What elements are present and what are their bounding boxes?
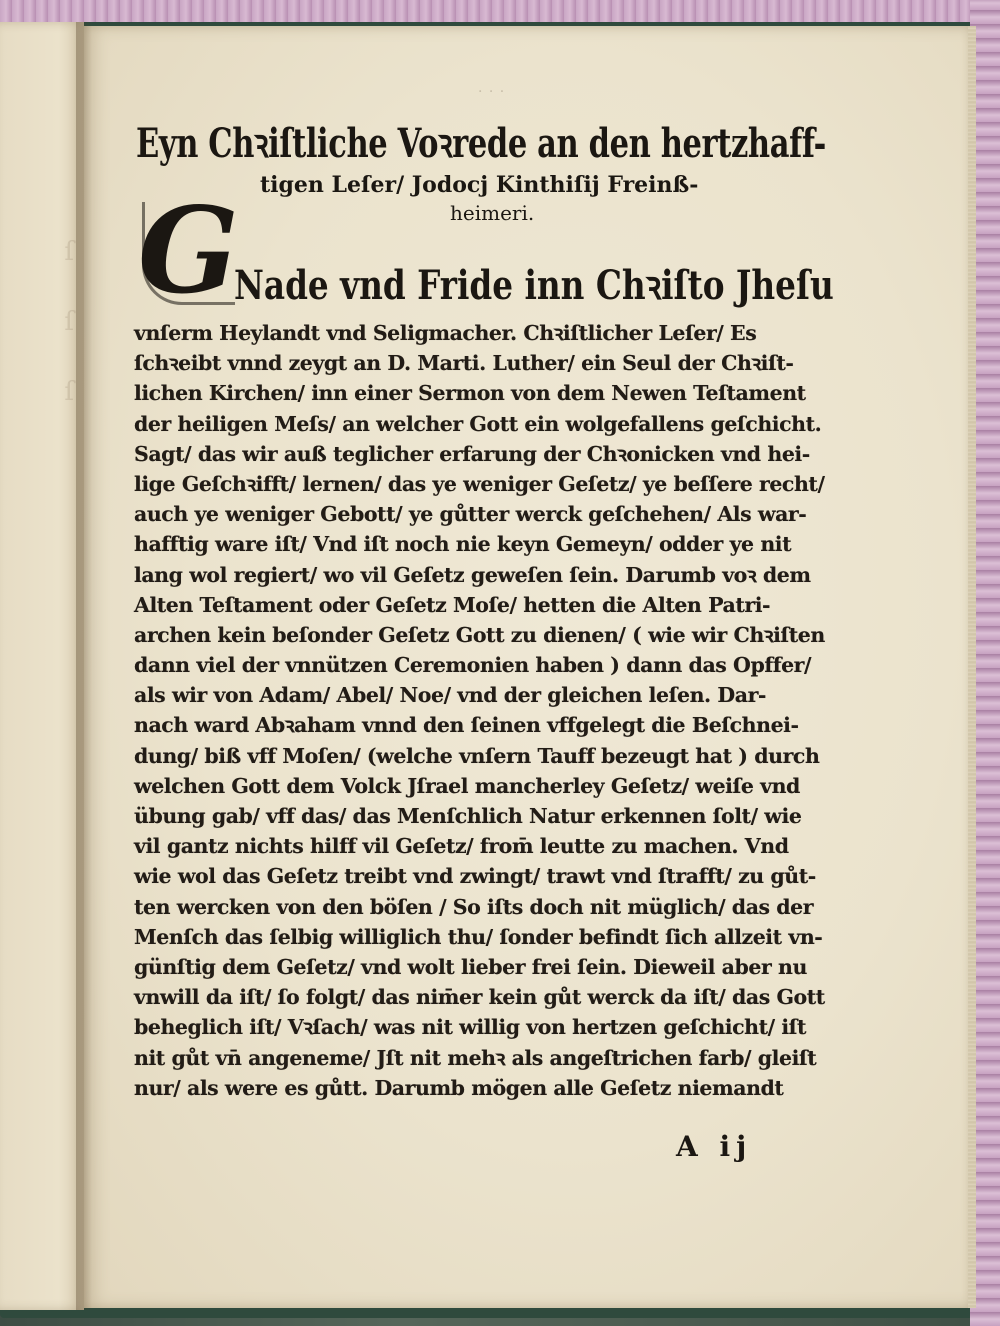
text-line: ſchꝛeibt vnnd zeygt an D. Marti. Luther/ ein Seul der Chꝛiſt- [134,351,794,376]
text-line: lige Geſchꝛifft/ lernen/ das ye weniger Geſetz/ ye beſſere recht/ [134,471,825,496]
page-gutter-shadow [76,22,92,1310]
text-line: nur/ als were es gůtt. Darumb mögen alle Geſetz niemandt [134,1075,784,1100]
faint-running-head: · · · [478,84,506,100]
faint-bleedthrough-mark: ſ [64,237,74,267]
text-line: der heiligen Meſs/ an welcher Gott ein wolgefallens geſchicht. [134,411,822,436]
text-line: Alten Teſtament oder Geſetz Moſe/ hetten die Alten Patri- [134,592,771,617]
text-line: lang wol regiert/ wo vil Geſetz geweſen ſein. Darumb voꝛ dem [134,562,811,587]
text-line: Sagt/ das wir auß teglicher erfarung der Chꝛonicken vnd hei- [134,441,810,466]
title-line: heimeri. [450,201,535,225]
text-line: wie wol das Geſetz treibt vnd zwingt/ trawt vnd ſtrafft/ zu gůt- [134,864,816,889]
body-text [134,318,826,1103]
text-line: beheglich iſt/ Vꝛſach/ was nit willig von hertzen geſchicht/ iſt [134,1015,807,1040]
text-line: günſtig dem Geſetz/ vnd wolt lieber frei ſein. Dieweil aber nu [134,954,807,979]
title-line: Eyn Chꝛiſtliche Voꝛrede an den hertzhaff- [136,120,826,167]
opening-line: Nade vnd Fride inn Chꝛiſto Jheſu [234,262,834,309]
decorated-initial: G [138,181,239,320]
signature-mark: A ij [676,1130,753,1163]
text-line: dann viel der vnnützen Ceremonien haben ) dann das Opffer/ [134,653,812,678]
text-line: hafftig ware iſt/ Vnd iſt noch nie keyn Gemeyn/ odder ye nit [134,532,792,557]
text-line: Menſch das ſelbig williglich thu/ ſonder befindt ſich allzeit vn- [134,924,823,949]
text-line: vil gantz nichts hilff vil Geſetz/ from̄ leutte zu machen. Vnd [134,834,789,859]
text-line: nach ward Abꝛaham vnnd den ſeinen vffgelegt die Beſchnei- [134,713,799,738]
text-line: lichen Kirchen/ inn einer Sermon von dem Newen Teſtament [134,381,806,406]
left-page-fragment [0,22,84,1310]
text-line: als wir von Adam/ Abel/ Noe/ vnd der gleichen leſen. Dar- [134,683,766,708]
text-line: nit gůt vn̄ angeneme/ Jſt nit mehꝛ als angeſtrichen farb/ gleiſt [134,1045,817,1070]
text-line: auch ye weniger Gebott/ ye gůtter werck geſchehen/ Als war- [134,502,807,527]
faint-bleedthrough-mark: ſ [64,377,74,407]
text-line: archen kein beſonder Geſetz Gott zu dienen/ ( wie wir Chꝛiſten [134,622,825,647]
text-line: dung/ biß vff Moſen/ (welche vnſern Tauff bezeugt hat ) durch [134,743,820,768]
page-stack-edge [968,26,976,1308]
text-line: vnwill da iſt/ ſo folgt/ das nim̄er kein gůt werck da iſt/ das Gott [134,985,825,1010]
title-line: tigen Leſer/ Jodocj Kinthiſij Freinß- [260,172,699,198]
text-line: vnſerm Heylandt vnd Seligmacher. Chꝛiſtlicher Leſer/ Es [134,321,757,345]
faint-bleedthrough-mark: ſ [64,307,74,337]
text-line: übung gab/ vff das/ das Menſchlich Natur erkennen ſolt/ wie [134,804,802,828]
text-line: welchen Gott dem Volck Jſrael mancherley Geſetz/ weiſe vnd [134,773,800,798]
chapter-title [136,118,836,226]
text-line: ten wercken von den böſen / So iſts doch nit müglich/ das der [134,894,814,919]
marbled-top-edge [0,0,1000,22]
